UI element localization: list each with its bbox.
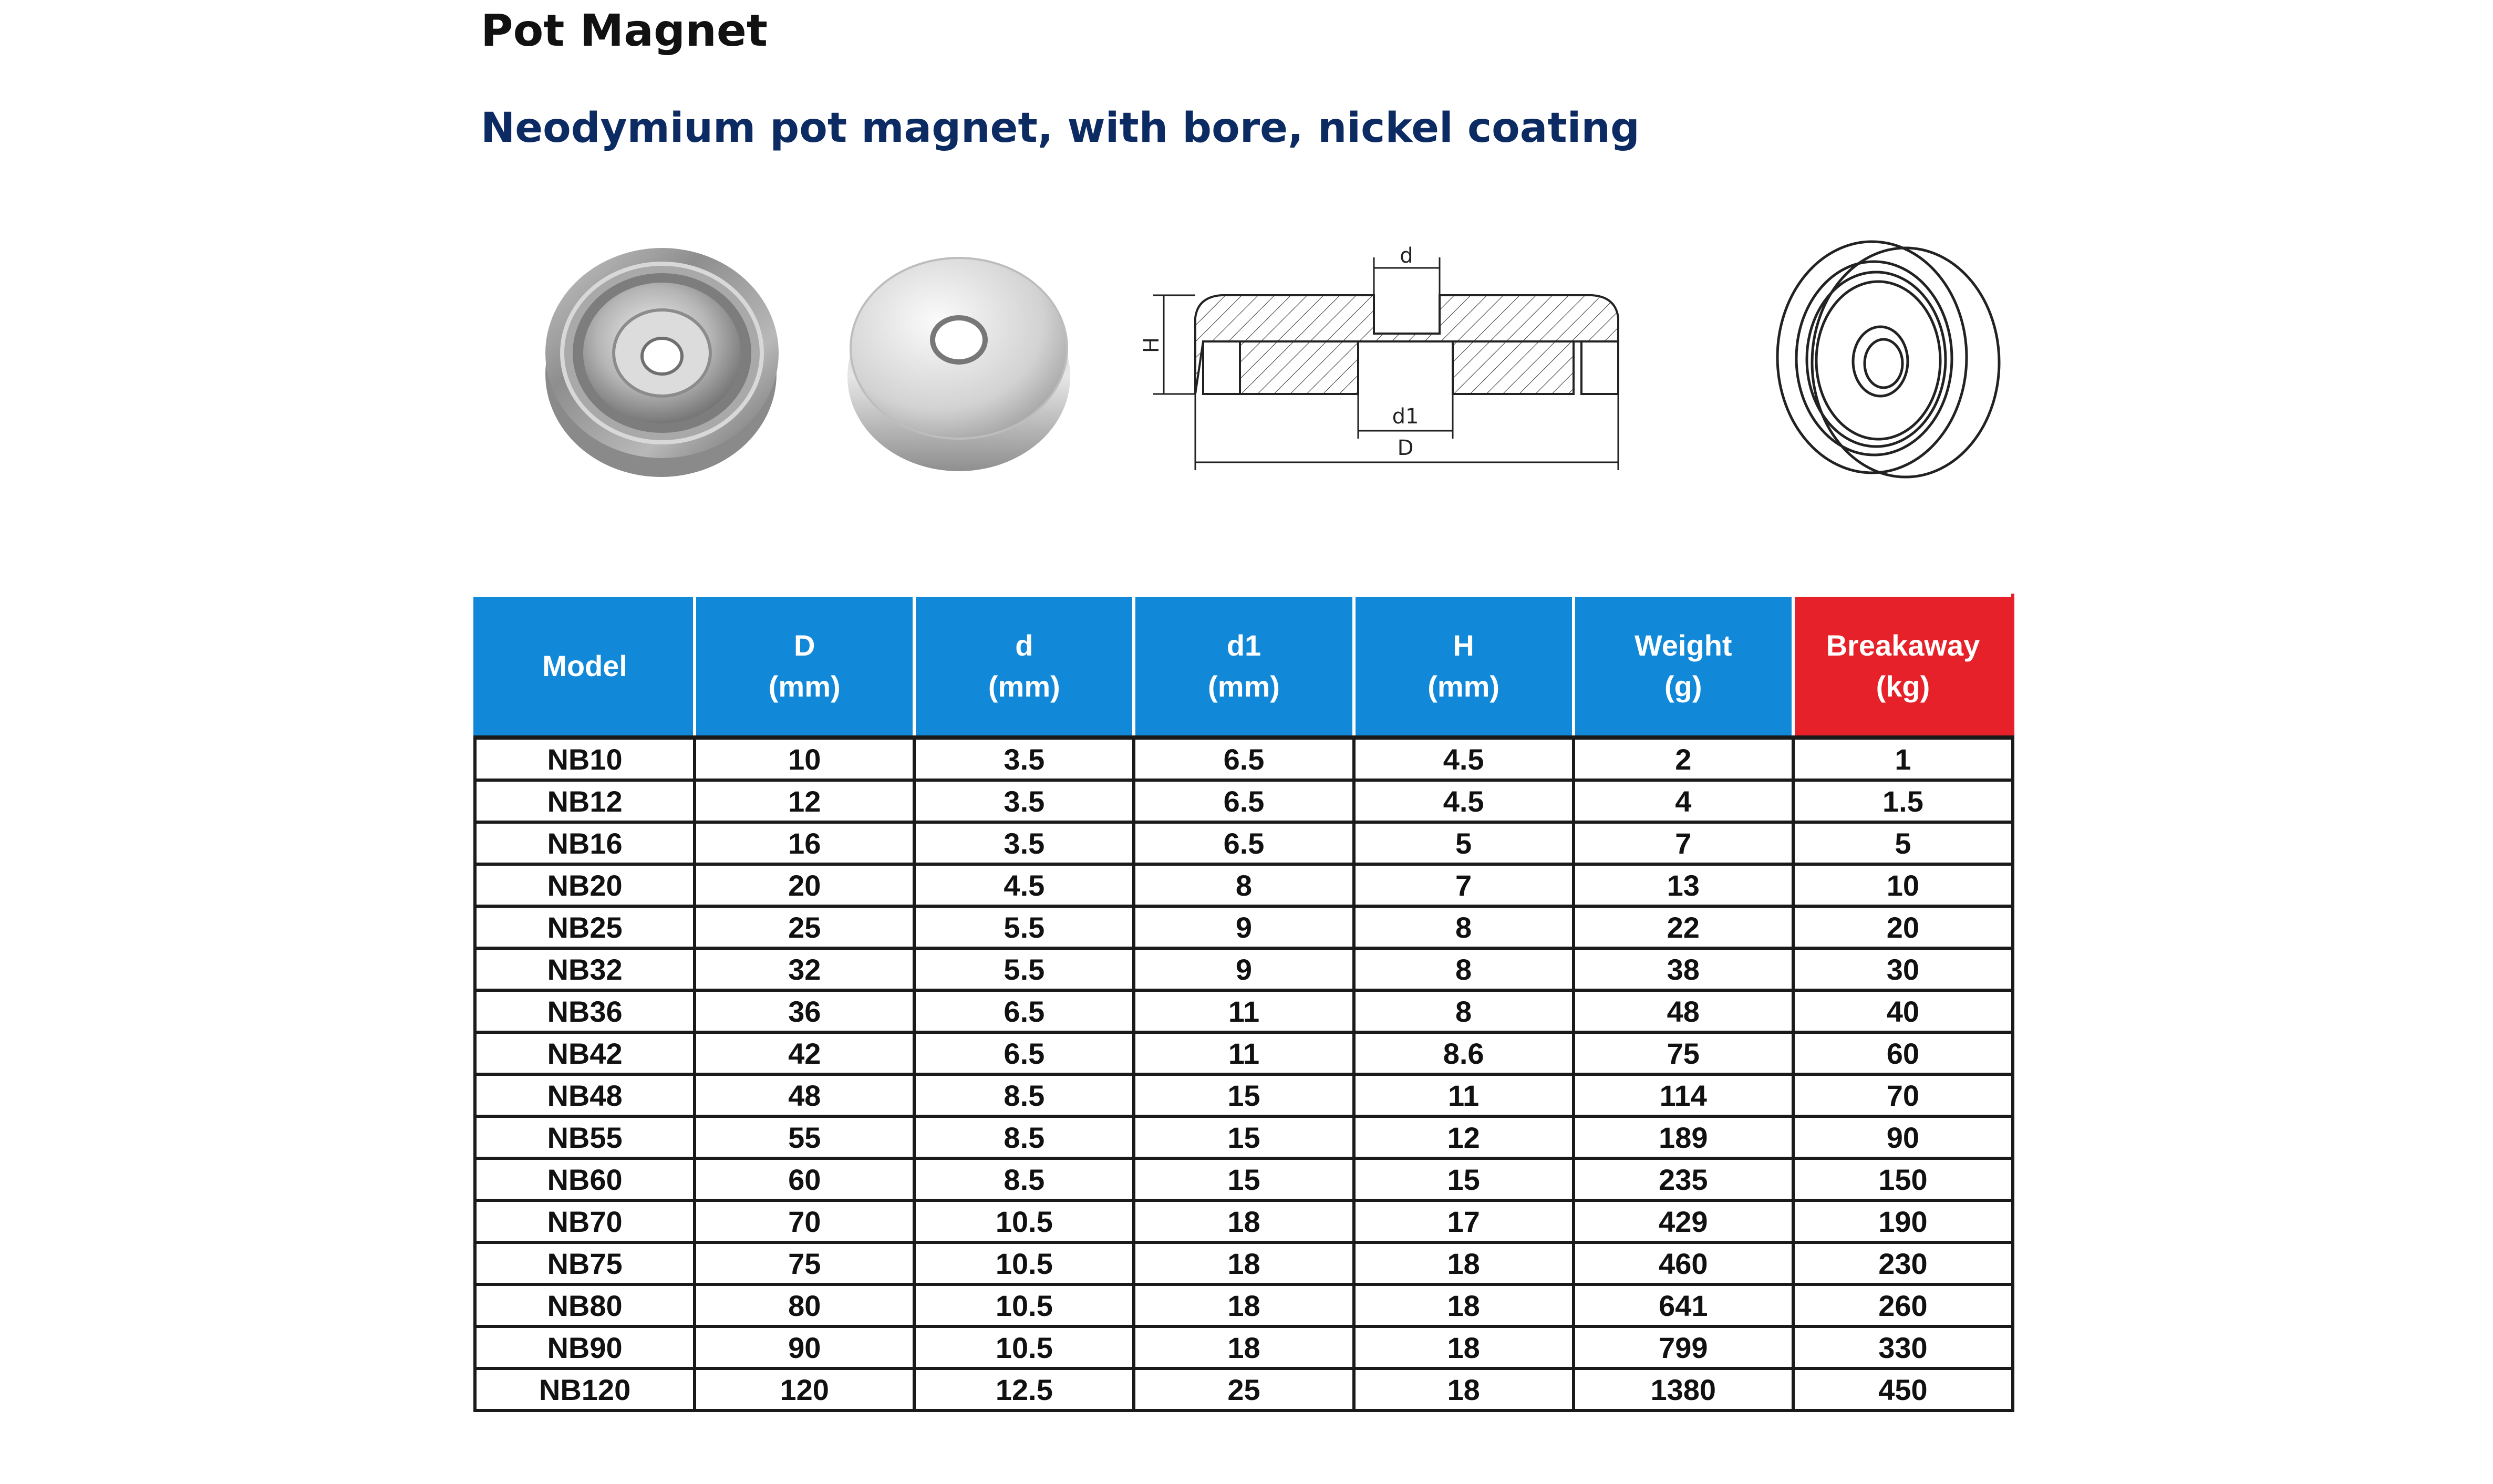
cell-model: NB42 [475,1032,695,1074]
cell-H: 7 [1354,864,1574,906]
col-header-weight: Weight (g) [1574,595,1793,738]
cell-model: NB16 [475,822,695,864]
cell-d: 6.5 [914,1032,1134,1074]
cell-weight: 235 [1574,1158,1793,1200]
cell-weight: 460 [1574,1242,1793,1284]
cell-model: NB36 [475,990,695,1032]
cell-model: NB10 [475,738,695,780]
sketch-inner-ring-1 [1796,262,1952,455]
table-row [475,1074,2013,1116]
cell-breakaway: 450 [1793,1368,2013,1410]
cell-weight: 641 [1574,1284,1793,1326]
cell-d: 3.5 [914,738,1134,780]
cell-H: 4.5 [1354,780,1574,822]
cell-d1: 18 [1134,1242,1353,1284]
cell-D: 12 [695,780,914,822]
cell-d1: 6.5 [1134,780,1353,822]
table-row [475,1284,2013,1326]
cell-D: 55 [695,1116,914,1158]
cell-H: 18 [1354,1368,1574,1410]
cell-weight: 38 [1574,948,1793,990]
cell-d: 10.5 [914,1326,1134,1368]
cell-model: NB32 [475,948,695,990]
sketch-back-rim [1812,248,1999,477]
cell-D: 32 [695,948,914,990]
cell-d: 4.5 [914,864,1134,906]
cell-d: 3.5 [914,822,1134,864]
cell-d1: 8 [1134,864,1353,906]
cell-breakaway: 190 [1793,1200,2013,1242]
cell-model: NB120 [475,1368,695,1410]
cell-D: 120 [695,1368,914,1410]
pot-magnet-left [1240,341,1358,394]
magnet-line-sketch [1763,231,2015,483]
col-header-H: H (mm) [1354,595,1574,738]
magnet-photo-back [843,239,1074,475]
cell-D: 75 [695,1242,914,1284]
cell-breakaway: 90 [1793,1116,2013,1158]
cell-weight: 2 [1574,738,1793,780]
magnet-photo-front [536,236,788,483]
cell-weight: 799 [1574,1326,1793,1368]
cell-weight: 114 [1574,1074,1793,1116]
cell-breakaway: 30 [1793,948,2013,990]
cell-D: 36 [695,990,914,1032]
cell-model: NB80 [475,1284,695,1326]
cell-D: 70 [695,1200,914,1242]
col-header-breakaway: Breakaway (kg) [1793,595,2013,738]
cell-d1: 15 [1134,1158,1353,1200]
cell-weight: 22 [1574,906,1793,948]
cell-model: NB60 [475,1158,695,1200]
cell-H: 18 [1354,1284,1574,1326]
col-header-d: d (mm) [914,595,1134,738]
cell-weight: 48 [1574,990,1793,1032]
pot-inner-left [1203,341,1240,394]
col-header-d1: d1 (mm) [1134,595,1353,738]
sketch-inner-ring-2 [1807,272,1946,447]
cell-breakaway: 330 [1793,1326,2013,1368]
cell-d1: 18 [1134,1326,1353,1368]
cell-weight: 4 [1574,780,1793,822]
cell-H: 12 [1354,1116,1574,1158]
cell-d1: 9 [1134,906,1353,948]
cell-D: 20 [695,864,914,906]
cell-breakaway: 5 [1793,822,2013,864]
page-title: Pot Magnet [481,5,768,56]
cell-H: 11 [1354,1074,1574,1116]
cell-H: 15 [1354,1158,1574,1200]
cell-d: 5.5 [914,906,1134,948]
table-row [475,1032,2013,1074]
table-row [475,1200,2013,1242]
cell-H: 17 [1354,1200,1574,1242]
cell-D: 16 [695,822,914,864]
cell-H: 8 [1354,948,1574,990]
cell-d1: 18 [1134,1284,1353,1326]
cell-D: 48 [695,1074,914,1116]
cell-model: NB20 [475,864,695,906]
magnet-bore-hole [642,338,682,374]
table-row [475,990,2013,1032]
cell-d1: 15 [1134,1116,1353,1158]
cell-breakaway: 10 [1793,864,2013,906]
dim-d1-label: d1 [1392,404,1419,429]
cell-breakaway: 40 [1793,990,2013,1032]
cell-d: 8.5 [914,1158,1134,1200]
cell-d: 8.5 [914,1116,1134,1158]
cell-model: NB25 [475,906,695,948]
cell-D: 80 [695,1284,914,1326]
sketch-inner-ring-3 [1816,282,1940,439]
cell-H: 18 [1354,1242,1574,1284]
cell-model: NB48 [475,1074,695,1116]
cell-breakaway: 230 [1793,1242,2013,1284]
cell-d1: 11 [1134,990,1353,1032]
table-row [475,1242,2013,1284]
page-subtitle: Neodymium pot magnet, with bore, nickel coating [481,105,1640,152]
dim-D-label: D [1397,436,1414,460]
cell-breakaway: 60 [1793,1032,2013,1074]
cell-weight: 429 [1574,1200,1793,1242]
cell-H: 8 [1354,906,1574,948]
table-row [475,1116,2013,1158]
cell-d1: 15 [1134,1074,1353,1116]
spec-table [473,594,2014,1412]
dome-bore-hole [933,318,985,362]
cell-breakaway: 260 [1793,1284,2013,1326]
cross-section-drawing [1140,244,1668,473]
cell-breakaway: 1.5 [1793,780,2013,822]
cell-weight: 7 [1574,822,1793,864]
table-row [475,1368,2013,1410]
cell-weight: 189 [1574,1116,1793,1158]
cell-d1: 18 [1134,1200,1353,1242]
cell-breakaway: 1 [1793,738,2013,780]
cell-breakaway: 20 [1793,906,2013,948]
pot-magnet-right [1453,341,1574,394]
table-row [475,906,2013,948]
cell-d: 10.5 [914,1284,1134,1326]
cell-model: NB12 [475,780,695,822]
col-header-model: Model [475,595,695,738]
cell-d1: 11 [1134,1032,1353,1074]
cell-D: 42 [695,1032,914,1074]
cell-d1: 9 [1134,948,1353,990]
table-row [475,948,2013,990]
cell-H: 8.6 [1354,1032,1574,1074]
cell-weight: 1380 [1574,1368,1793,1410]
cell-d: 10.5 [914,1200,1134,1242]
pot-inner-right [1581,341,1618,394]
table-row [475,1326,2013,1368]
table-row [475,738,2013,780]
cell-H: 8 [1354,990,1574,1032]
cell-weight: 13 [1574,864,1793,906]
cell-weight: 75 [1574,1032,1793,1074]
table-header-row [475,595,2013,738]
cell-d1: 6.5 [1134,738,1353,780]
sketch-bore-inner [1865,339,1902,388]
cell-D: 60 [695,1158,914,1200]
cell-d: 12.5 [914,1368,1134,1410]
cell-d1: 25 [1134,1368,1353,1410]
cell-d: 6.5 [914,990,1134,1032]
cell-breakaway: 150 [1793,1158,2013,1200]
dim-H-label: H [1140,337,1164,353]
table-row [475,864,2013,906]
cell-D: 90 [695,1326,914,1368]
cell-D: 25 [695,906,914,948]
cell-H: 5 [1354,822,1574,864]
cell-d1: 6.5 [1134,822,1353,864]
table-row [475,780,2013,822]
col-header-D: D (mm) [695,595,914,738]
cell-H: 4.5 [1354,738,1574,780]
table-row [475,1158,2013,1200]
table-row [475,822,2013,864]
cell-model: NB90 [475,1326,695,1368]
cell-D: 10 [695,738,914,780]
cell-d: 5.5 [914,948,1134,990]
cell-model: NB55 [475,1116,695,1158]
sketch-bore-hole [1853,327,1908,396]
cell-d: 8.5 [914,1074,1134,1116]
spec-table-body [475,738,2013,1410]
cell-breakaway: 70 [1793,1074,2013,1116]
cell-H: 18 [1354,1326,1574,1368]
cell-model: NB75 [475,1242,695,1284]
dim-d-label: d [1400,244,1413,268]
cell-model: NB70 [475,1200,695,1242]
cell-d: 10.5 [914,1242,1134,1284]
cell-d: 3.5 [914,780,1134,822]
